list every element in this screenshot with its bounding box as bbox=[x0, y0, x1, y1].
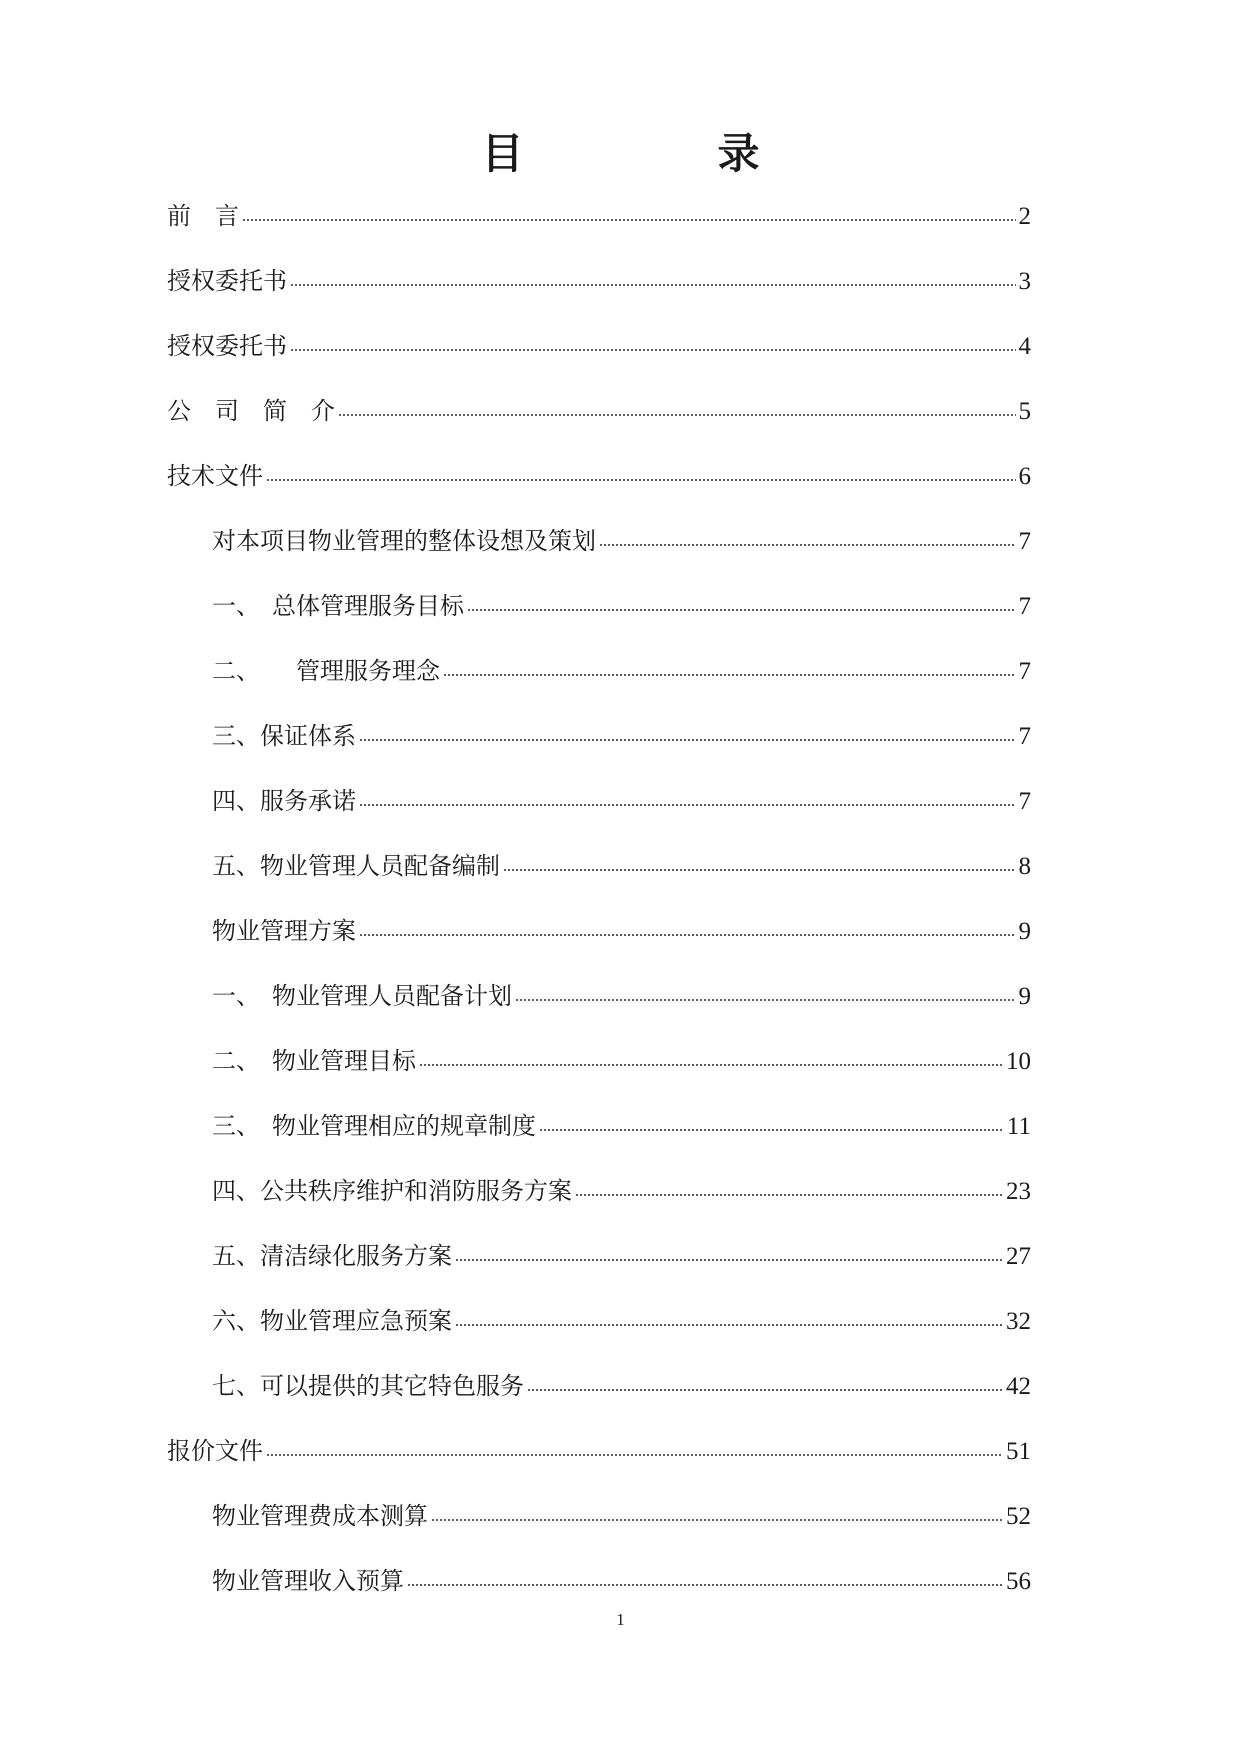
toc-dot-leader bbox=[515, 999, 1016, 1001]
toc-entry-page: 27 bbox=[1006, 1243, 1031, 1270]
toc-entry-page: 3 bbox=[1018, 268, 1031, 295]
toc-entry-label: 一、 物业管理人员配备计划 bbox=[212, 982, 512, 1010]
toc-entry-label: 授权委托书 bbox=[167, 267, 287, 295]
toc-entry-label: 物业管理方案 bbox=[212, 917, 356, 945]
toc-entry[interactable] bbox=[167, 1433, 1031, 1469]
toc-dot-leader bbox=[455, 1259, 1003, 1261]
toc-entry-label: 三、保证体系 bbox=[212, 722, 356, 750]
toc-dot-leader bbox=[431, 1519, 1003, 1521]
toc-entry[interactable] bbox=[212, 1368, 1031, 1404]
toc-dot-leader bbox=[503, 869, 1016, 871]
toc-entry-label: 公 司 简 介 bbox=[167, 397, 335, 425]
toc-entry[interactable] bbox=[212, 783, 1031, 819]
toc-dot-leader bbox=[419, 1064, 1003, 1066]
toc-entry-label: 授权委托书 bbox=[167, 332, 287, 360]
toc-entry-page: 42 bbox=[1006, 1373, 1031, 1400]
toc-dot-leader bbox=[359, 934, 1016, 936]
toc-entry[interactable] bbox=[212, 1108, 1031, 1144]
toc-dot-leader bbox=[539, 1129, 1004, 1131]
toc-entry[interactable] bbox=[212, 1303, 1031, 1339]
toc-entry[interactable] bbox=[212, 978, 1031, 1014]
toc-entry-label: 前 言 bbox=[167, 202, 239, 230]
toc-entry-page: 5 bbox=[1018, 398, 1031, 425]
toc-entry-label: 四、公共秩序维护和消防服务方案 bbox=[212, 1177, 572, 1205]
toc-dot-leader bbox=[575, 1194, 1003, 1196]
toc-entry[interactable] bbox=[212, 1563, 1031, 1599]
toc-entry-label: 四、服务承诺 bbox=[212, 787, 356, 815]
toc-entry[interactable] bbox=[212, 848, 1031, 884]
toc-entry[interactable] bbox=[212, 1238, 1031, 1274]
toc-entry[interactable] bbox=[212, 588, 1031, 624]
toc-dot-leader bbox=[455, 1324, 1003, 1326]
toc-entry[interactable] bbox=[212, 1173, 1031, 1209]
toc-entry-label: 物业管理收入预算 bbox=[212, 1567, 404, 1595]
toc-entry-page: 32 bbox=[1006, 1308, 1031, 1335]
toc-entry-page: 4 bbox=[1018, 333, 1031, 360]
toc-entry-page: 9 bbox=[1018, 983, 1031, 1010]
toc-dot-leader bbox=[467, 609, 1016, 611]
toc-dot-leader bbox=[527, 1389, 1003, 1391]
toc-entry[interactable] bbox=[167, 393, 1031, 429]
toc-entry-label: 报价文件 bbox=[167, 1437, 263, 1465]
toc-entry-label: 三、 物业管理相应的规章制度 bbox=[212, 1112, 536, 1140]
toc-entry-page: 6 bbox=[1018, 463, 1031, 490]
toc-entry[interactable] bbox=[167, 328, 1031, 364]
toc-dot-leader bbox=[407, 1584, 1003, 1586]
toc-entry-label: 技术文件 bbox=[167, 462, 263, 490]
toc-entry[interactable] bbox=[212, 1043, 1031, 1079]
toc-entry-label: 物业管理费成本测算 bbox=[212, 1502, 428, 1530]
toc-entry-label: 一、 总体管理服务目标 bbox=[212, 592, 464, 620]
toc-dot-leader bbox=[266, 479, 1016, 481]
toc-dot-leader bbox=[266, 1454, 1003, 1456]
toc-entry-label: 七、可以提供的其它特色服务 bbox=[212, 1372, 524, 1400]
toc-dot-leader bbox=[443, 674, 1016, 676]
toc-entry[interactable] bbox=[212, 1498, 1031, 1534]
toc-entry-page: 10 bbox=[1006, 1048, 1031, 1075]
toc-entry-label: 五、清洁绿化服务方案 bbox=[212, 1242, 452, 1270]
toc-entry-page: 7 bbox=[1018, 593, 1031, 620]
toc-entry[interactable] bbox=[212, 913, 1031, 949]
toc-entry[interactable] bbox=[212, 523, 1031, 559]
toc-entry[interactable] bbox=[212, 718, 1031, 754]
toc-dot-leader bbox=[359, 739, 1016, 741]
toc-dot-leader bbox=[290, 349, 1016, 351]
toc-entry-page: 52 bbox=[1006, 1503, 1031, 1530]
toc-entry[interactable] bbox=[167, 198, 1031, 234]
toc-entry-page: 2 bbox=[1018, 203, 1031, 230]
toc-dot-leader bbox=[242, 219, 1016, 221]
toc-entry[interactable] bbox=[212, 653, 1031, 689]
toc-dot-leader bbox=[290, 284, 1016, 286]
toc-entry[interactable] bbox=[167, 458, 1031, 494]
toc-entry-page: 7 bbox=[1018, 723, 1031, 750]
toc-entry-page: 8 bbox=[1018, 853, 1031, 880]
toc-dot-leader bbox=[338, 414, 1016, 416]
toc-dot-leader bbox=[599, 544, 1016, 546]
toc-entry-page: 23 bbox=[1006, 1178, 1031, 1205]
toc-entry-page: 9 bbox=[1018, 918, 1031, 945]
toc-entry-label: 五、物业管理人员配备编制 bbox=[212, 852, 500, 880]
toc-entry-page: 51 bbox=[1006, 1438, 1031, 1465]
toc-title: 目 录 bbox=[481, 129, 836, 178]
toc-entry[interactable] bbox=[167, 263, 1031, 299]
toc-entry-page: 56 bbox=[1006, 1568, 1031, 1595]
toc-entry-page: 11 bbox=[1006, 1113, 1031, 1140]
toc-dot-leader bbox=[359, 804, 1016, 806]
toc-entry-page: 7 bbox=[1018, 788, 1031, 815]
toc-entry-page: 7 bbox=[1018, 658, 1031, 685]
toc-entry-page: 7 bbox=[1018, 528, 1031, 555]
page-number: 1 bbox=[616, 1610, 625, 1629]
toc-entry-label: 六、物业管理应急预案 bbox=[212, 1307, 452, 1335]
toc-entry-label: 对本项目物业管理的整体设想及策划 bbox=[212, 527, 596, 555]
toc-entry-label: 二、 物业管理目标 bbox=[212, 1047, 416, 1075]
toc-entry-label: 二、 管理服务理念 bbox=[212, 657, 440, 685]
